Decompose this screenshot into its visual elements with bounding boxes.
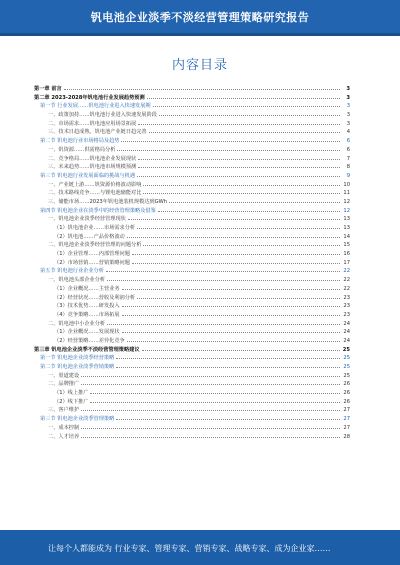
toc-leader-dots [64, 84, 340, 90]
toc-entry-text: 二、品牌推广 [48, 381, 80, 388]
toc-entry[interactable] [34, 258, 350, 267]
toc-leader-dots [121, 136, 340, 142]
toc-entry-text: （2）钒电池……产品价格波动 [54, 233, 125, 240]
toc-leader-dots [137, 171, 340, 177]
toc-leader-dots [116, 353, 340, 359]
toc-entry-page: 17 [343, 259, 350, 266]
toc-entry[interactable] [34, 188, 350, 197]
toc-entry-text: 第三节 钒电池企业淡季管理策略 [40, 416, 115, 423]
toc-entry-text: 第二节 钒电池企业淡季营销策略 [40, 364, 115, 370]
toc-entry[interactable] [34, 414, 350, 423]
toc-entry[interactable] [34, 223, 350, 232]
toc-entry-page: 26 [343, 390, 350, 397]
toc-leader-dots [138, 119, 340, 125]
toc-leader-dots [138, 154, 340, 160]
toc-entry-page: 12 [343, 198, 350, 205]
toc-leader-dots [122, 284, 340, 290]
toc-entry-text: 三、储能市场……2023年钒电池装机规模达到GWh [48, 198, 168, 205]
toc-entry-page: 25 [343, 355, 350, 362]
toc-entry-page: 27 [343, 407, 350, 414]
toc-entry-text: 二、技术路线竞争……与锂电池储能对比 [48, 190, 142, 197]
toc-entry-page: 3 [346, 103, 350, 110]
toc-entry-text: 第三节 钒电池行业发展面临的挑战与机遇 [40, 172, 136, 179]
toc-entry-page: 27 [343, 424, 350, 431]
toc-entry-text: （1）线上推广 [54, 390, 89, 397]
toc-entry[interactable] [34, 362, 350, 371]
toc-entry-text: 第一节 行业发展……钒电池行业进入快速发展期 [40, 103, 151, 110]
toc-entry[interactable] [34, 405, 350, 414]
toc-entry[interactable] [34, 301, 350, 310]
toc-entry-text: 一、渠道建设 [48, 372, 80, 379]
toc-entry-page: 11 [343, 190, 350, 197]
toc-leader-dots [159, 110, 340, 116]
toc-entry[interactable] [34, 319, 350, 328]
toc-entry-text: （2）经营策略……差异化竞争 [54, 337, 125, 344]
toc-leader-dots [81, 379, 340, 385]
toc-leader-dots [90, 388, 340, 394]
toc-entry[interactable] [34, 336, 350, 345]
toc-leader-dots [142, 345, 340, 351]
toc-leader-dots [132, 249, 340, 255]
toc-entry-page: 22 [343, 277, 350, 284]
toc-entry-page: 10 [343, 181, 350, 188]
toc-entry[interactable] [34, 214, 350, 223]
toc-leader-dots [81, 423, 340, 429]
toc-entry-text: 一、钒电池企业淡季经营管理现状 [48, 216, 126, 223]
toc-entry-text: 二、人才培养 [48, 433, 80, 440]
toc-entry[interactable] [34, 266, 350, 275]
toc-leader-dots [147, 93, 340, 99]
toc-entry-text: 第四节 钒电池企业在淡季中的经营管理策略及借鉴 [40, 207, 156, 214]
toc-entry[interactable] [34, 327, 350, 336]
toc-entry[interactable] [34, 284, 350, 293]
toc-entry-text: 一、钒电池头部企业分析 [48, 277, 106, 284]
toc-leader-dots [169, 197, 340, 203]
toc-entry-page: 12 [343, 207, 350, 214]
toc-entry-text: 一、钒资源……供需格局分析 [48, 146, 116, 153]
toc-leader-dots [143, 180, 340, 186]
toc-entry[interactable] [34, 275, 350, 284]
toc-entry-text: 二、竞争格局……钒电池企业发展现状 [48, 155, 137, 162]
toc-entry-text: 第二章 2023-2028年钒电池行业发展趋势预测 [34, 94, 145, 101]
toc-leader-dots [153, 101, 340, 107]
toc-entry-page: 25 [343, 364, 350, 370]
toc-entry-text: 二、钒电池企业淡季经营管理的问题分析 [48, 242, 142, 249]
toc-entry[interactable] [34, 388, 350, 397]
toc-entry-text: 第一节 钒电池企业淡季经营策略 [40, 355, 115, 362]
toc-entry-page: 13 [343, 225, 350, 231]
toc-entry-page: 28 [343, 433, 350, 440]
toc-leader-dots [122, 310, 340, 316]
toc-entry[interactable] [34, 232, 350, 241]
toc-entry[interactable] [34, 180, 350, 189]
toc-leader-dots [127, 336, 340, 342]
toc-leader-dots [137, 293, 340, 299]
toc-leader-dots [122, 301, 340, 307]
toc-leader-dots [106, 266, 340, 272]
toc-entry-text: 二、钒电池中小企业分析 [48, 320, 106, 327]
toc-entry-page: 13 [343, 216, 350, 223]
toc-entry-page: 27 [343, 416, 350, 423]
toc-entry[interactable] [34, 136, 350, 145]
toc-leader-dots [122, 327, 340, 333]
toc-leader-dots [116, 362, 340, 368]
toc-entry-page: 26 [343, 398, 350, 405]
toc-leader-dots [107, 275, 340, 281]
toc-leader-dots [81, 371, 340, 377]
toc-entry[interactable] [34, 145, 350, 154]
toc-entry[interactable] [34, 119, 350, 128]
toc-entry-page: 23 [343, 294, 350, 301]
toc-leader-dots [132, 258, 340, 264]
toc-entry[interactable] [34, 154, 350, 163]
toc-entry-text: 二、市场需求……钒电池应用场景拓展 [48, 120, 137, 127]
toc-entry[interactable] [34, 345, 350, 354]
toc-leader-dots [128, 214, 340, 220]
toc-heading: 内容目录 [171, 58, 228, 73]
toc-entry[interactable] [34, 110, 350, 119]
toc-leader-dots [137, 223, 340, 229]
toc-entry[interactable] [34, 249, 350, 258]
toc-entry-text: 一、产业链上游……钒资源价格波动影响 [48, 181, 142, 188]
toc-entry-page: 14 [343, 233, 350, 240]
toc-entry-page: 22 [343, 285, 350, 292]
toc-entry[interactable] [34, 171, 350, 180]
toc-leader-dots [143, 240, 340, 246]
toc-entry-page: 23 [343, 303, 350, 310]
toc-entry-page: 25 [342, 346, 350, 353]
toc-entry-page: 22 [343, 268, 350, 275]
toc-leader-dots [143, 188, 340, 194]
toc-leader-dots [81, 405, 340, 411]
toc-entry-page: 9 [346, 172, 350, 179]
toc-entry-text: 第五节 钒电池行业企业分析 [40, 268, 104, 275]
toc-entry-page: 16 [343, 251, 350, 258]
toc-entry-page: 24 [343, 329, 350, 336]
toc-entry[interactable] [34, 293, 350, 302]
toc-leader-dots [138, 162, 340, 168]
table-of-contents [34, 84, 350, 440]
toc-entry-page: 25 [343, 372, 350, 379]
toc-entry-text: （1）企业管理……内部管理问题 [54, 251, 130, 258]
toc-leader-dots [127, 232, 340, 238]
toc-entry-page: 3 [346, 94, 350, 101]
toc-entry-page: 3 [346, 120, 350, 127]
toc-leader-dots [158, 206, 340, 212]
toc-entry[interactable] [34, 423, 350, 432]
toc-entry-page: 6 [346, 146, 350, 153]
toc-entry[interactable] [34, 84, 350, 93]
toc-entry-text: 三、技术日趋成熟，钒电池产业链日趋完善 [48, 129, 147, 136]
toc-entry[interactable] [34, 432, 350, 441]
toc-entry[interactable] [34, 353, 350, 362]
toc-entry[interactable] [34, 127, 350, 136]
toc-entry-page: 3 [346, 112, 350, 119]
toc-entry-text: 第二节 钒电池行业市场格局及趋势 [40, 138, 120, 145]
toc-entry-text: 一、成本控制 [48, 424, 80, 431]
toc-leader-dots [116, 414, 340, 420]
toc-entry-text: 第三章 钒电池企业淡季不淡经营管理策略建议 [34, 346, 140, 353]
toc-entry-text: （2）线下推广 [54, 398, 89, 405]
toc-entry[interactable] [34, 162, 350, 171]
toc-entry-text: 三、未来趋势……钒电池市场规模预测 [48, 164, 137, 171]
toc-leader-dots [149, 127, 340, 133]
report-title: 钒电池企业淡季不淡经营管理策略研究报告 [90, 11, 310, 24]
toc-entry-page: 8 [346, 164, 350, 171]
toc-entry[interactable] [34, 197, 350, 206]
toc-leader-dots [117, 145, 340, 151]
toc-entry-page: 15 [343, 242, 350, 249]
header-rule [0, 33, 400, 36]
toc-entry-text: （3）技术优势……研发投入 [54, 303, 120, 310]
toc-entry-page: 24 [343, 337, 350, 344]
toc-entry-page: 23 [343, 311, 350, 318]
toc-entry[interactable] [34, 371, 350, 380]
toc-entry-text: 第一章 前言 [34, 86, 62, 92]
toc-entry-page: 6 [346, 138, 350, 145]
toc-entry-text: （2）市场营销……营销策略问题 [54, 259, 130, 266]
toc-entry-text: （1）企业概况……主营业务 [54, 285, 120, 292]
toc-entry[interactable] [34, 310, 350, 319]
toc-entry-text: （2）经营状况……营收及利润分析 [54, 294, 136, 301]
toc-leader-dots [107, 319, 340, 325]
toc-entry[interactable] [34, 101, 350, 110]
toc-entry-page: 26 [343, 381, 350, 388]
toc-entry-page: 4 [346, 129, 350, 136]
toc-entry-text: （1）企业概况……发展现状 [54, 329, 120, 336]
toc-entry-text: 一、政策加持……钒电池行业进入快速发展阶段 [48, 112, 157, 119]
toc-entry-text: 三、客户维护 [48, 407, 80, 414]
toc-entry[interactable] [34, 397, 350, 406]
toc-entry-page: 3 [346, 86, 350, 92]
toc-entry[interactable] [34, 206, 350, 215]
toc-leader-dots [81, 432, 340, 438]
toc-entry-page: 24 [343, 320, 350, 327]
toc-entry-text: （4）竞争策略……市场拓展 [54, 311, 120, 318]
toc-entry-page: 7 [346, 155, 350, 162]
toc-entry-text: （1）钒电池企业……市场需求分析 [54, 225, 136, 231]
toc-entry[interactable] [34, 379, 350, 388]
toc-entry[interactable] [34, 240, 350, 249]
toc-leader-dots [90, 397, 340, 403]
toc-entry[interactable] [34, 93, 350, 102]
footer-slogan: 让每个人都能成为 行业专家、管理专家、营销专家、战略专家、成为企业家…… [48, 544, 331, 553]
